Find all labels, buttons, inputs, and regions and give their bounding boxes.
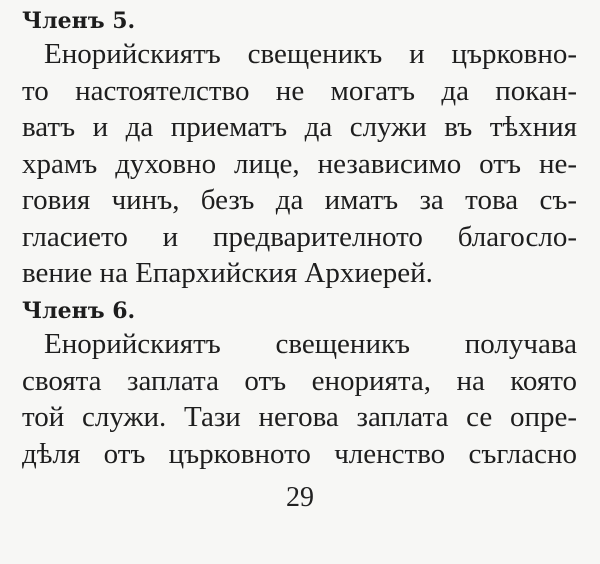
text-line: Енорийскиятъ свещеникъ и църковно- <box>44 38 577 70</box>
text-line: своята заплата отъ енорията, на която <box>22 364 577 397</box>
text-line: говия чинъ, безъ да иматъ за това съ- <box>22 184 577 216</box>
article-heading: Членъ 6. <box>22 298 136 324</box>
text-line: дѣля отъ църковното членство съгласно <box>22 437 577 470</box>
article-6 <box>22 296 582 472</box>
article-heading: Членъ 5. <box>22 8 136 34</box>
page-number: 29 <box>286 482 314 513</box>
text-line: то настоятелство не могатъ да покан- <box>22 74 577 107</box>
text-line: вение на Епархийския Архиерей. <box>22 257 433 289</box>
text-line: ватъ и да приематъ да служи въ тѣхния <box>22 111 577 143</box>
text-line: Енорийскиятъ свещеникъ получава <box>44 328 577 360</box>
text-line: той служи. Тази негова заплата се опре- <box>22 401 577 433</box>
article-5 <box>22 6 582 292</box>
text-line: гласието и предварителното благосло- <box>22 220 577 253</box>
text-line: храмъ духовно лице, независимо отъ не- <box>22 147 577 180</box>
